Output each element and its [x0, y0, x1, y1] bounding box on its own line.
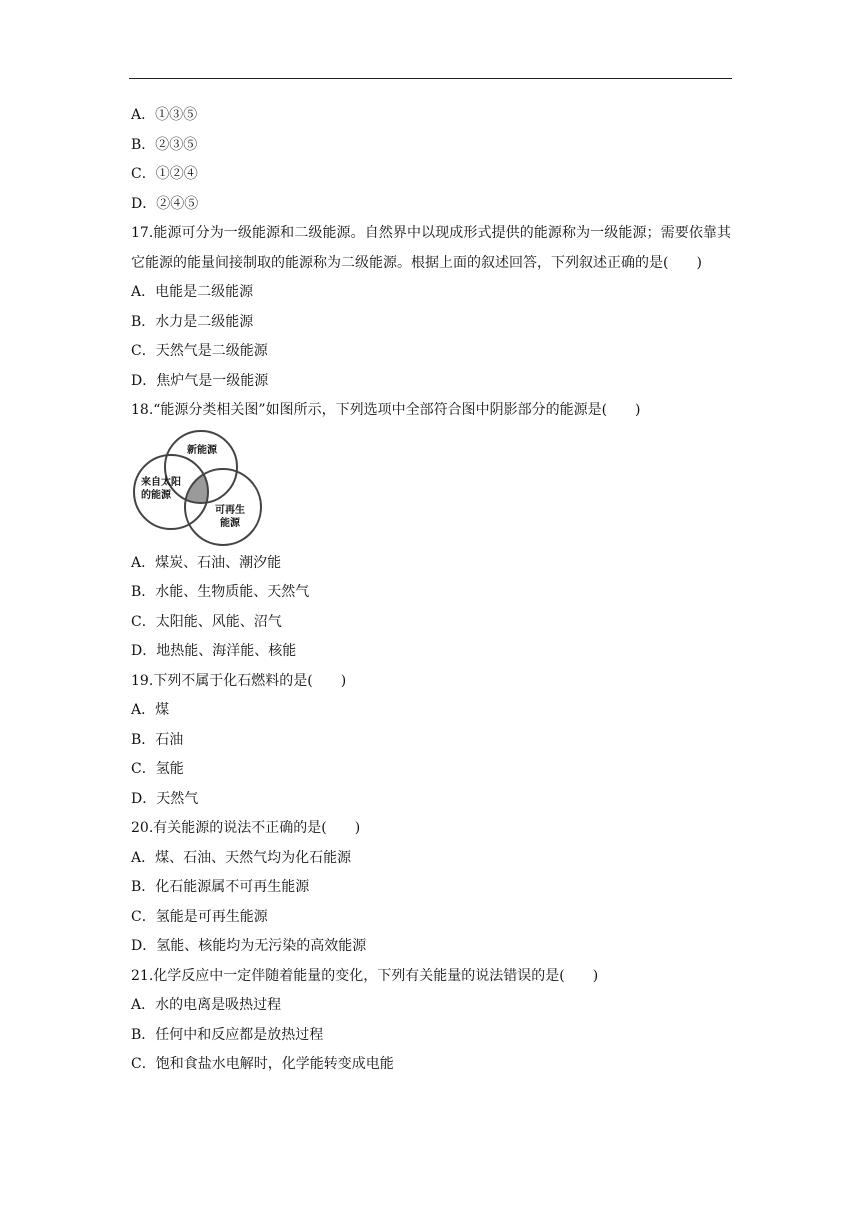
q18-stem: 18.“能源分类相关图”如图所示，下列选项中全部符合图中阴影部分的能源是( ): [131, 402, 641, 418]
venn-label-solar-line2: 的能源: [141, 489, 171, 501]
venn-label-renewable-line2: 能源: [220, 517, 240, 529]
q16-option-a: A．①③⑤: [131, 107, 198, 123]
question-21: [131, 962, 731, 1080]
q21-option-b: B．任何中和反应都是放热过程: [131, 1026, 324, 1043]
q17-option-d: D．焦炉气是一级能源: [131, 372, 269, 389]
question-18: [131, 396, 731, 667]
q18-option-a: A．煤炭、石油、潮汐能: [131, 554, 282, 571]
question-19: [131, 667, 731, 815]
venn-label-solar-line1: 来自太阳: [141, 476, 181, 488]
q20-option-d: D．氢能、核能均为无污染的高效能源: [131, 938, 367, 954]
venn-label-renewable-line1: 可再生: [215, 504, 245, 516]
q18-option-b: B．水能、生物质能、天然气: [131, 584, 310, 600]
q18-option-c: C．太阳能、风能、沼气: [131, 613, 282, 630]
q19-option-a: A．煤: [131, 702, 170, 718]
question-17: [131, 219, 731, 396]
q20-stem: 20.有关能源的说法不正确的是( ): [131, 820, 361, 836]
q17-stem: 17.能源可分为一级能源和二级能源。自然界中以现成形式提供的能源称为一级能源；需要依靠其它能源的能量间接制取的能源称为二级能源。根据上面的叙述回答，下列叙述正确的是( ): [131, 225, 731, 271]
q20-option-b: B．化石能源属不可再生能源: [131, 879, 310, 895]
q17-option-b: B．水力是二级能源: [131, 313, 254, 330]
q16-option-b: B．②③⑤: [131, 136, 198, 153]
q18-option-d: D．地热能、海洋能、核能: [131, 643, 297, 659]
q21-option-c: C．饱和食盐水电解时，化学能转变成电能: [131, 1056, 394, 1072]
q19-stem: 19.下列不属于化石燃料的是( ): [131, 672, 347, 689]
q17-option-a: A．电能是二级能源: [131, 284, 254, 300]
q19-option-d: D．天然气: [131, 790, 199, 807]
q20-option-c: C．氢能是可再生能源: [131, 908, 268, 925]
question-content: [131, 101, 731, 1080]
header-rule: [129, 78, 732, 79]
q16-option-d: D．②④⑤: [131, 195, 199, 212]
q21-option-a: A．水的电离是吸热过程: [131, 997, 282, 1013]
question-20: [131, 814, 731, 962]
q20-option-a: A．煤、石油、天然气均为化石能源: [131, 849, 352, 866]
venn-label-new-energy: 新能源: [187, 444, 217, 456]
q16-option-c: C．①②④: [131, 166, 198, 182]
q19-option-b: B．石油: [131, 731, 184, 748]
q21-stem: 21.化学反应中一定伴随着能量的变化，下列有关能量的说法错误的是( ): [131, 967, 599, 984]
q16-options: [131, 101, 731, 219]
energy-venn-diagram: [131, 427, 265, 549]
q19-option-c: C．氢能: [131, 761, 184, 777]
q17-option-c: C．天然气是二级能源: [131, 343, 268, 359]
